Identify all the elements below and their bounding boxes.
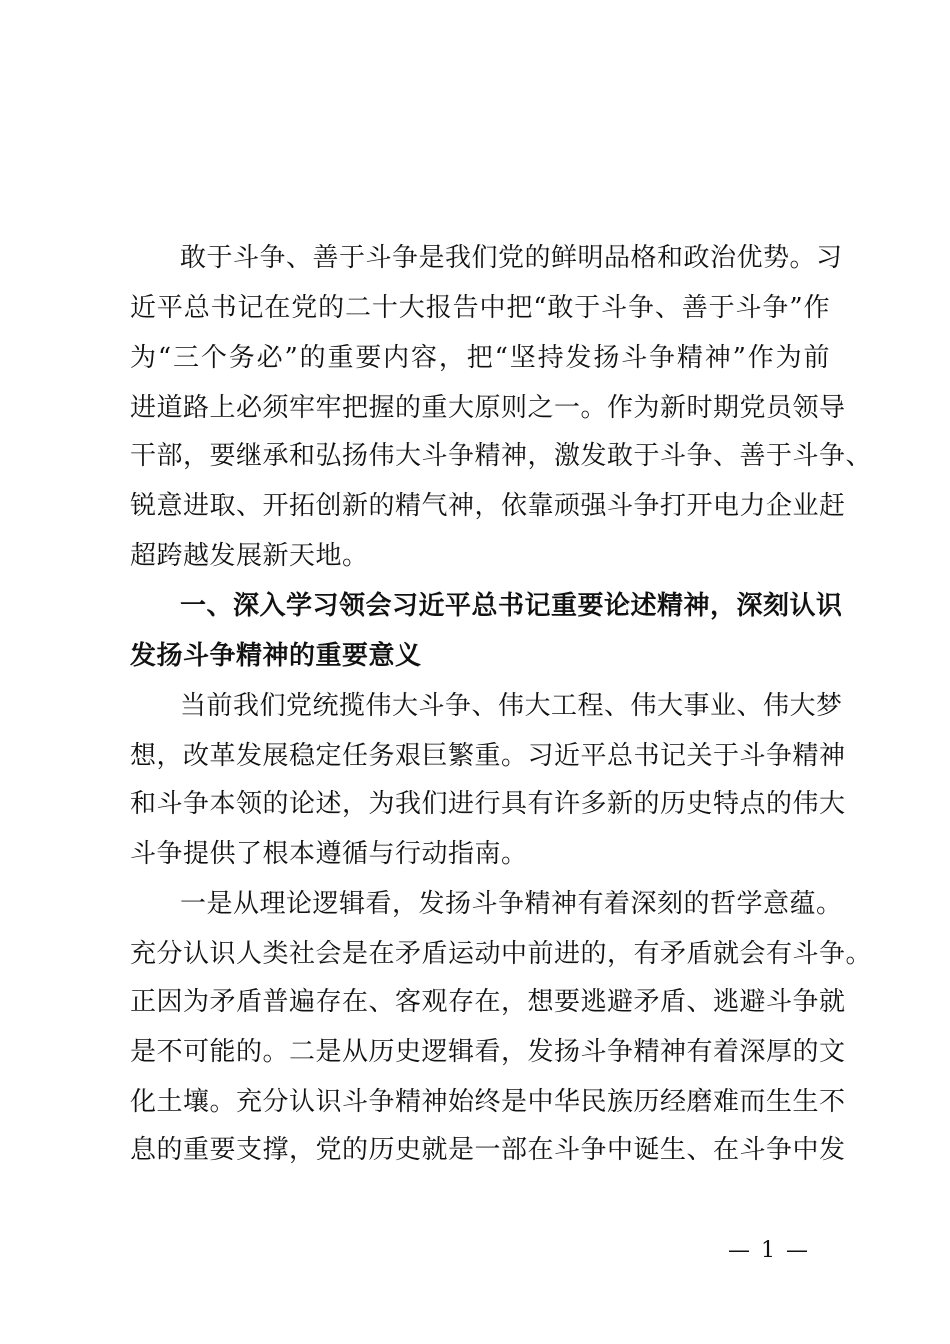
paragraph-3-line-5: 化土壤。充分认识斗争精神始终是中华民族历经磨难而生生不 bbox=[130, 1087, 846, 1117]
paragraph-1-line-2: 近平总书记在党的二十大报告中把“敢于斗争、善于斗争”作 bbox=[130, 293, 830, 323]
paragraph-1-line-3: 为“三个务必”的重要内容，把“坚持发扬斗争精神”作为前 bbox=[130, 343, 830, 373]
paragraph-3-line-1: 一是从理论逻辑看，发扬斗争精神有着深刻的哲学意蕴。 bbox=[180, 889, 843, 919]
paragraph-3-line-4: 是不可能的。二是从历史逻辑看，发扬斗争精神有着深厚的文 bbox=[130, 1037, 846, 1067]
section-heading-line-2: 发扬斗争精神的重要意义 bbox=[130, 641, 422, 671]
paragraph-3-line-2: 充分认识人类社会是在矛盾运动中前进的，有矛盾就会有斗争。 bbox=[130, 939, 873, 969]
page-number: — 1 — bbox=[728, 1238, 810, 1263]
paragraph-1-line-6: 锐意进取、开拓创新的精气神，依靠顽强斗争打开电力企业赶 bbox=[130, 491, 846, 521]
paragraph-2-line-2: 想，改革发展稳定任务艰巨繁重。习近平总书记关于斗争精神 bbox=[130, 741, 846, 771]
paragraph-1-line-4: 进道路上必须牢牢把握的重大原则之一。作为新时期党员领导 bbox=[130, 393, 846, 423]
paragraph-2-line-3: 和斗争本领的论述，为我们进行具有许多新的历史特点的伟大 bbox=[130, 789, 846, 819]
paragraph-3-line-3: 正因为矛盾普遍存在、客观存在，想要逃避矛盾、逃避斗争就 bbox=[130, 987, 846, 1017]
paragraph-1-line-7: 超跨越发展新天地。 bbox=[130, 541, 369, 571]
paragraph-2-line-1: 当前我们党统揽伟大斗争、伟大工程、伟大事业、伟大梦 bbox=[180, 691, 843, 721]
section-heading-line-1: 一、深入学习领会习近平总书记重要论述精神，深刻认识 bbox=[180, 591, 843, 621]
paragraph-3-line-6: 息的重要支撑，党的历史就是一部在斗争中诞生、在斗争中发 bbox=[130, 1135, 846, 1165]
paragraph-2-line-4: 斗争提供了根本遵循与行动指南。 bbox=[130, 839, 528, 869]
paragraph-1-line-1: 敢于斗争、善于斗争是我们党的鲜明品格和政治优势。习 bbox=[180, 243, 843, 273]
paragraph-1-line-5: 干部，要继承和弘扬伟大斗争精神，激发敢于斗争、善于斗争、 bbox=[130, 441, 873, 471]
